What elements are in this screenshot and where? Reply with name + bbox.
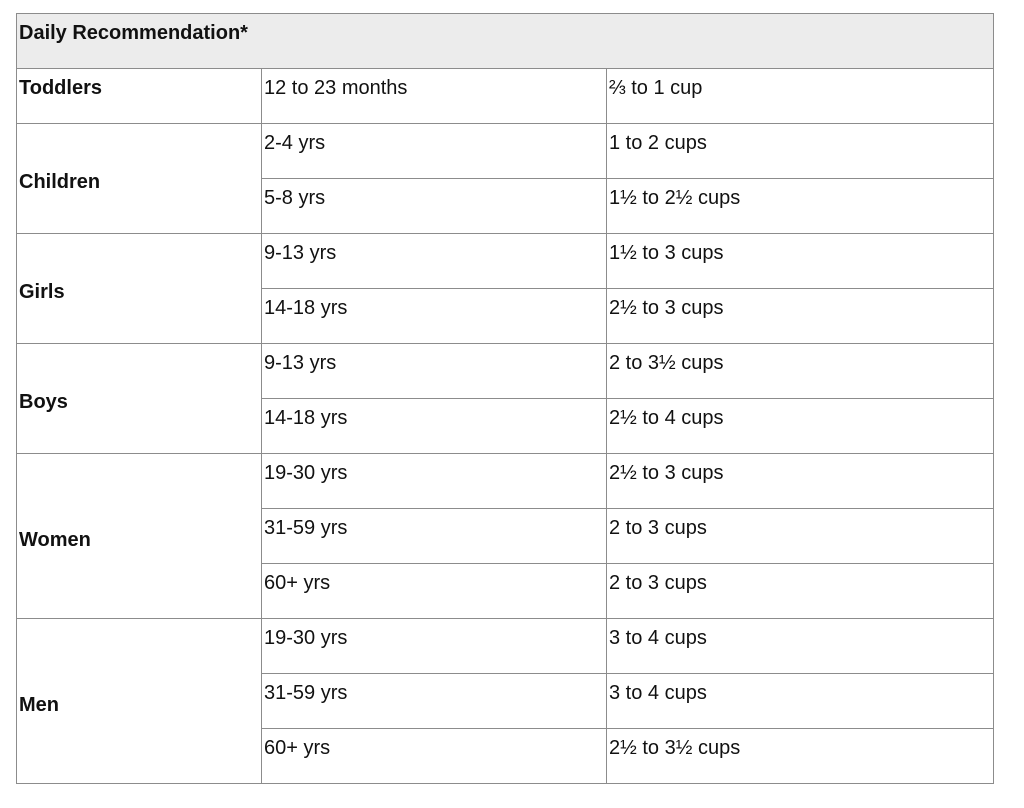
amount-cell: 2½ to 3 cups — [607, 289, 994, 344]
age-cell: 9-13 yrs — [262, 234, 607, 289]
group-label-girls: Girls — [17, 234, 262, 344]
age-cell: 31-59 yrs — [262, 674, 607, 729]
table-row — [17, 124, 994, 179]
age-cell: 2-4 yrs — [262, 124, 607, 179]
age-cell: 14-18 yrs — [262, 399, 607, 454]
age-cell: 19-30 yrs — [262, 454, 607, 509]
amount-cell: ⅔ to 1 cup — [607, 69, 994, 124]
amount-cell: 3 to 4 cups — [607, 674, 994, 729]
age-cell: 9-13 yrs — [262, 344, 607, 399]
table-row — [17, 619, 994, 674]
age-cell: 12 to 23 months — [262, 69, 607, 124]
daily-recommendation-table — [16, 13, 994, 784]
amount-cell: 2½ to 4 cups — [607, 399, 994, 454]
amount-cell: 1 to 2 cups — [607, 124, 994, 179]
table-row — [17, 234, 994, 289]
amount-cell: 1½ to 2½ cups — [607, 179, 994, 234]
age-cell: 19-30 yrs — [262, 619, 607, 674]
group-label-boys: Boys — [17, 344, 262, 454]
table-row — [17, 344, 994, 399]
table-header: Daily Recommendation* — [17, 14, 994, 69]
amount-cell: 3 to 4 cups — [607, 619, 994, 674]
group-label-toddlers: Toddlers — [17, 69, 262, 124]
amount-cell: 2 to 3 cups — [607, 509, 994, 564]
age-cell: 60+ yrs — [262, 729, 607, 784]
age-cell: 5-8 yrs — [262, 179, 607, 234]
amount-cell: 2 to 3½ cups — [607, 344, 994, 399]
group-label-women: Women — [17, 454, 262, 619]
group-label-children: Children — [17, 124, 262, 234]
group-label-men: Men — [17, 619, 262, 784]
amount-cell: 2½ to 3 cups — [607, 454, 994, 509]
age-cell: 60+ yrs — [262, 564, 607, 619]
table-row — [17, 69, 994, 124]
amount-cell: 1½ to 3 cups — [607, 234, 994, 289]
table-row — [17, 454, 994, 509]
age-cell: 14-18 yrs — [262, 289, 607, 344]
amount-cell: 2 to 3 cups — [607, 564, 994, 619]
amount-cell: 2½ to 3½ cups — [607, 729, 994, 784]
table-header-row — [17, 14, 994, 69]
age-cell: 31-59 yrs — [262, 509, 607, 564]
